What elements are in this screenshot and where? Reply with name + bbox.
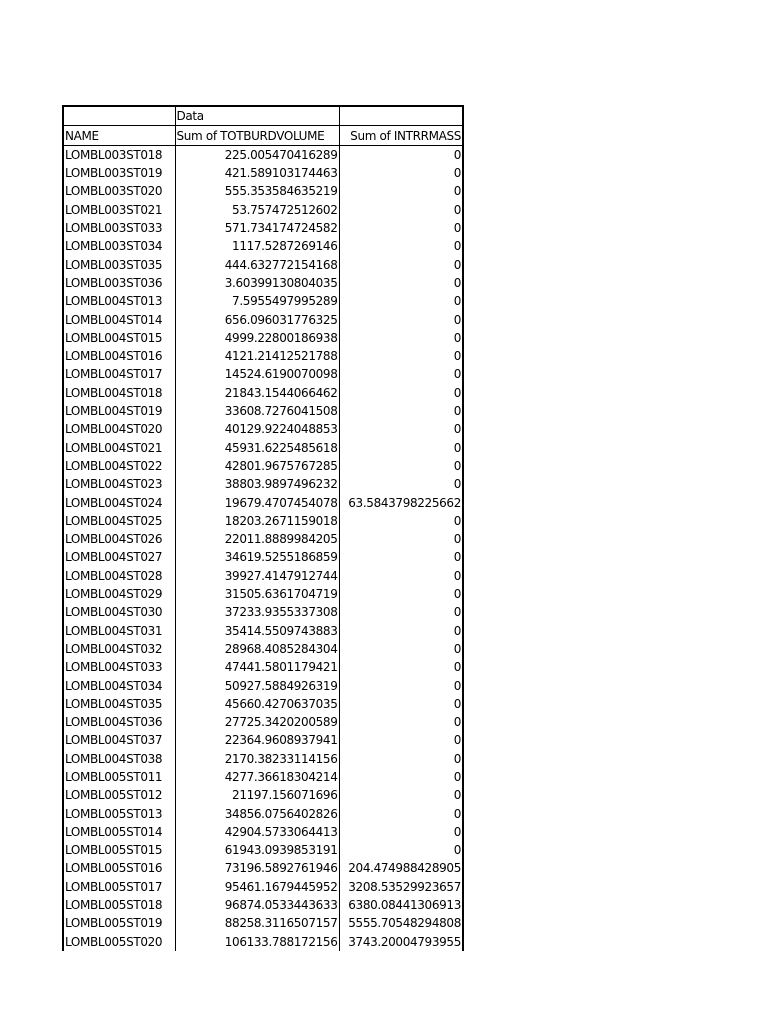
totburdvolume-cell[interactable]: 42904.5733064413: [175, 823, 339, 841]
intrrmass-cell[interactable]: 0: [339, 145, 463, 164]
intrrmass-cell[interactable]: 0: [339, 438, 463, 456]
intrrmass-cell[interactable]: 3208.53529923657: [339, 877, 463, 895]
totburdvolume-cell[interactable]: 35414.5509743883: [175, 621, 339, 639]
table-row: [63, 402, 463, 420]
table-row: [63, 347, 463, 365]
name-cell[interactable]: LOMBL004ST022: [63, 457, 175, 475]
totburdvolume-cell[interactable]: 28968.4085284304: [175, 640, 339, 658]
intrrmass-cell[interactable]: 0: [339, 749, 463, 767]
totburdvolume-cell[interactable]: 34856.0756402826: [175, 804, 339, 822]
intrrmass-cell[interactable]: 0: [339, 292, 463, 310]
table-row: [63, 658, 463, 676]
table-row: [63, 365, 463, 383]
name-cell[interactable]: LOMBL005ST019: [63, 914, 175, 932]
name-cell[interactable]: LOMBL004ST035: [63, 695, 175, 713]
totburdvolume-cell[interactable]: 45660.4270637035: [175, 695, 339, 713]
intrrmass-cell[interactable]: 0: [339, 457, 463, 475]
table-row: [63, 164, 463, 182]
name-cell[interactable]: LOMBL004ST019: [63, 402, 175, 420]
intrrmass-cell[interactable]: 0: [339, 658, 463, 676]
name-cell[interactable]: LOMBL004ST024: [63, 493, 175, 511]
name-cell[interactable]: LOMBL003ST020: [63, 182, 175, 200]
intrrmass-cell[interactable]: 0: [339, 512, 463, 530]
totburdvolume-cell[interactable]: 42801.9675767285: [175, 457, 339, 475]
totburdvolume-cell[interactable]: 18203.2671159018: [175, 512, 339, 530]
header-row: [63, 126, 463, 145]
name-cell[interactable]: LOMBL004ST036: [63, 713, 175, 731]
table-row: [63, 932, 463, 950]
pivot-table: [62, 105, 464, 951]
totburdvolume-cell[interactable]: 95461.1679445952: [175, 877, 339, 895]
table-row: [63, 914, 463, 932]
intrrmass-cell[interactable]: 0: [339, 164, 463, 182]
intrrmass-cell[interactable]: 0: [339, 237, 463, 255]
table-row: [63, 383, 463, 401]
totburdvolume-cell[interactable]: 2170.38233114156: [175, 749, 339, 767]
name-cell[interactable]: LOMBL003ST035: [63, 255, 175, 273]
name-cell[interactable]: LOMBL004ST032: [63, 640, 175, 658]
table-row: [63, 640, 463, 658]
intrrmass-cell[interactable]: 0: [339, 603, 463, 621]
name-cell[interactable]: LOMBL005ST016: [63, 859, 175, 877]
name-cell[interactable]: LOMBL004ST025: [63, 512, 175, 530]
table-row: [63, 292, 463, 310]
table-row: [63, 255, 463, 273]
intrrmass-cell[interactable]: 0: [339, 347, 463, 365]
pivot-table-sheet: [62, 105, 462, 951]
name-cell[interactable]: LOMBL005ST011: [63, 768, 175, 786]
totburdvolume-cell[interactable]: 571.734174724582: [175, 219, 339, 237]
table-row: [63, 420, 463, 438]
table-row: [63, 603, 463, 621]
name-cell[interactable]: LOMBL003ST034: [63, 237, 175, 255]
name-cell[interactable]: LOMBL003ST036: [63, 274, 175, 292]
name-cell[interactable]: LOMBL004ST018: [63, 383, 175, 401]
table-row: [63, 475, 463, 493]
intrrmass-cell[interactable]: 0: [339, 731, 463, 749]
name-cell[interactable]: LOMBL004ST026: [63, 530, 175, 548]
table-row: [63, 310, 463, 328]
name-cell[interactable]: LOMBL004ST015: [63, 329, 175, 347]
totburdvolume-cell[interactable]: 1117.5287269146: [175, 237, 339, 255]
intrrmass-cell[interactable]: 0: [339, 383, 463, 401]
table-row: [63, 585, 463, 603]
name-cell[interactable]: LOMBL004ST038: [63, 749, 175, 767]
totburdvolume-cell[interactable]: 7.5955497995289: [175, 292, 339, 310]
totburdvolume-cell[interactable]: 4999.22800186938: [175, 329, 339, 347]
table-row: [63, 695, 463, 713]
name-cell[interactable]: LOMBL004ST023: [63, 475, 175, 493]
intrrmass-cell[interactable]: 0: [339, 530, 463, 548]
totburdvolume-cell[interactable]: 555.353584635219: [175, 182, 339, 200]
name-cell[interactable]: LOMBL004ST031: [63, 621, 175, 639]
intrrmass-cell[interactable]: 3743.20004793955: [339, 932, 463, 950]
intrrmass-cell[interactable]: 0: [339, 768, 463, 786]
totburdvolume-cell[interactable]: 31505.6361704719: [175, 585, 339, 603]
table-row: [63, 566, 463, 584]
name-cell[interactable]: LOMBL005ST017: [63, 877, 175, 895]
intrrmass-cell[interactable]: 204.474988428905: [339, 859, 463, 877]
table-row: [63, 859, 463, 877]
name-cell[interactable]: LOMBL005ST013: [63, 804, 175, 822]
data-caption-row: [63, 106, 463, 126]
totburdvolume-cell[interactable]: 37233.9355337308: [175, 603, 339, 621]
table-row: [63, 219, 463, 237]
intrrmass-cell[interactable]: 0: [339, 786, 463, 804]
table-row: [63, 676, 463, 694]
totburdvolume-cell[interactable]: 21197.156071696: [175, 786, 339, 804]
table-row: [63, 438, 463, 456]
name-cell[interactable]: LOMBL005ST018: [63, 896, 175, 914]
table-row: [63, 329, 463, 347]
intrrmass-cell[interactable]: 0: [339, 640, 463, 658]
totburdvolume-cell[interactable]: 88258.3116507157: [175, 914, 339, 932]
intrrmass-cell[interactable]: 0: [339, 566, 463, 584]
intrrmass-cell[interactable]: 0: [339, 823, 463, 841]
name-cell[interactable]: LOMBL005ST012: [63, 786, 175, 804]
name-cell[interactable]: LOMBL003ST021: [63, 200, 175, 218]
table-row: [63, 713, 463, 731]
intrrmass-cell[interactable]: 0: [339, 676, 463, 694]
totburdvolume-cell[interactable]: 4277.36618304214: [175, 768, 339, 786]
intrrmass-cell[interactable]: 0: [339, 182, 463, 200]
table-row: [63, 274, 463, 292]
name-cell[interactable]: LOMBL005ST020: [63, 932, 175, 950]
data-caption-cell[interactable]: Data: [175, 106, 339, 126]
intrrmass-cell[interactable]: 0: [339, 695, 463, 713]
intrrmass-cell[interactable]: 0: [339, 420, 463, 438]
totburdvolume-cell[interactable]: 45931.6225485618: [175, 438, 339, 456]
table-row: [63, 493, 463, 511]
intrrmass-cell[interactable]: 0: [339, 713, 463, 731]
totburdvolume-cell[interactable]: 53.757472512602: [175, 200, 339, 218]
totburdvolume-cell[interactable]: 38803.9897496232: [175, 475, 339, 493]
intrrmass-cell[interactable]: 0: [339, 475, 463, 493]
totburdvolume-cell[interactable]: 96874.0533443633: [175, 896, 339, 914]
name-cell[interactable]: LOMBL004ST013: [63, 292, 175, 310]
intrrmass-cell[interactable]: 0: [339, 841, 463, 859]
table-row: [63, 768, 463, 786]
name-cell[interactable]: LOMBL005ST015: [63, 841, 175, 859]
table-row: [63, 786, 463, 804]
totburdvolume-cell[interactable]: 656.096031776325: [175, 310, 339, 328]
table-row: [63, 548, 463, 566]
totburdvolume-cell[interactable]: 421.589103174463: [175, 164, 339, 182]
name-cell[interactable]: LOMBL004ST020: [63, 420, 175, 438]
totburdvolume-cell[interactable]: 3.60399130804035: [175, 274, 339, 292]
intrrmass-cell[interactable]: 63.5843798225662: [339, 493, 463, 511]
corner-cell[interactable]: [63, 106, 175, 126]
totburdvolume-cell[interactable]: 73196.5892761946: [175, 859, 339, 877]
table-row: [63, 749, 463, 767]
totburdvolume-cell[interactable]: 61943.0939853191: [175, 841, 339, 859]
totburdvolume-cell[interactable]: 19679.4707454078: [175, 493, 339, 511]
totburdvolume-cell[interactable]: 27725.3420200589: [175, 713, 339, 731]
totburdvolume-cell[interactable]: 39927.4147912744: [175, 566, 339, 584]
name-cell[interactable]: LOMBL004ST027: [63, 548, 175, 566]
name-cell[interactable]: LOMBL004ST034: [63, 676, 175, 694]
pivot-table-body: [63, 106, 463, 951]
name-cell[interactable]: LOMBL004ST029: [63, 585, 175, 603]
name-cell[interactable]: LOMBL004ST030: [63, 603, 175, 621]
intrrmass-cell[interactable]: 0: [339, 402, 463, 420]
name-cell[interactable]: LOMBL004ST017: [63, 365, 175, 383]
table-row: [63, 823, 463, 841]
table-row: [63, 200, 463, 218]
name-cell[interactable]: LOMBL005ST014: [63, 823, 175, 841]
header-name[interactable]: NAME: [63, 126, 175, 145]
name-cell[interactable]: LOMBL003ST033: [63, 219, 175, 237]
table-row: [63, 841, 463, 859]
table-row: [63, 621, 463, 639]
intrrmass-cell[interactable]: 0: [339, 585, 463, 603]
name-cell[interactable]: LOMBL004ST021: [63, 438, 175, 456]
totburdvolume-cell[interactable]: 40129.9224048853: [175, 420, 339, 438]
totburdvolume-cell[interactable]: 33608.7276041508: [175, 402, 339, 420]
totburdvolume-cell[interactable]: 34619.5255186859: [175, 548, 339, 566]
intrrmass-cell[interactable]: 0: [339, 274, 463, 292]
intrrmass-cell[interactable]: 0: [339, 621, 463, 639]
intrrmass-cell[interactable]: 0: [339, 548, 463, 566]
name-cell[interactable]: LOMBL004ST033: [63, 658, 175, 676]
table-row: [63, 896, 463, 914]
name-cell[interactable]: LOMBL003ST019: [63, 164, 175, 182]
totburdvolume-cell[interactable]: 444.632772154168: [175, 255, 339, 273]
header-sum-intrrmass[interactable]: Sum of INTRRMASS: [339, 126, 463, 145]
intrrmass-cell[interactable]: 6380.08441306913: [339, 896, 463, 914]
data-caption-spacer-cell[interactable]: [339, 106, 463, 126]
table-row: [63, 512, 463, 530]
totburdvolume-cell[interactable]: 47441.5801179421: [175, 658, 339, 676]
intrrmass-cell[interactable]: 0: [339, 365, 463, 383]
name-cell[interactable]: LOMBL003ST018: [63, 145, 175, 164]
totburdvolume-cell[interactable]: 21843.1544066462: [175, 383, 339, 401]
table-row: [63, 804, 463, 822]
totburdvolume-cell[interactable]: 4121.21412521788: [175, 347, 339, 365]
name-cell[interactable]: LOMBL004ST037: [63, 731, 175, 749]
table-row: [63, 145, 463, 164]
table-row: [63, 877, 463, 895]
totburdvolume-cell[interactable]: 14524.6190070098: [175, 365, 339, 383]
table-row: [63, 182, 463, 200]
table-row: [63, 237, 463, 255]
table-row: [63, 731, 463, 749]
intrrmass-cell[interactable]: 0: [339, 255, 463, 273]
name-cell[interactable]: LOMBL004ST016: [63, 347, 175, 365]
totburdvolume-cell[interactable]: 106133.788172156: [175, 932, 339, 950]
intrrmass-cell[interactable]: 0: [339, 329, 463, 347]
name-cell[interactable]: LOMBL004ST014: [63, 310, 175, 328]
totburdvolume-cell[interactable]: 22011.8889984205: [175, 530, 339, 548]
table-row: [63, 530, 463, 548]
totburdvolume-cell[interactable]: 225.005470416289: [175, 145, 339, 164]
name-cell[interactable]: LOMBL004ST028: [63, 566, 175, 584]
totburdvolume-cell[interactable]: 50927.5884926319: [175, 676, 339, 694]
intrrmass-cell[interactable]: 0: [339, 804, 463, 822]
intrrmass-cell[interactable]: 5555.70548294808: [339, 914, 463, 932]
totburdvolume-cell[interactable]: 22364.9608937941: [175, 731, 339, 749]
header-sum-totburdvolume[interactable]: Sum of TOTBURDVOLUME: [175, 126, 339, 145]
intrrmass-cell[interactable]: 0: [339, 219, 463, 237]
intrrmass-cell[interactable]: 0: [339, 200, 463, 218]
intrrmass-cell[interactable]: 0: [339, 310, 463, 328]
table-row: [63, 457, 463, 475]
